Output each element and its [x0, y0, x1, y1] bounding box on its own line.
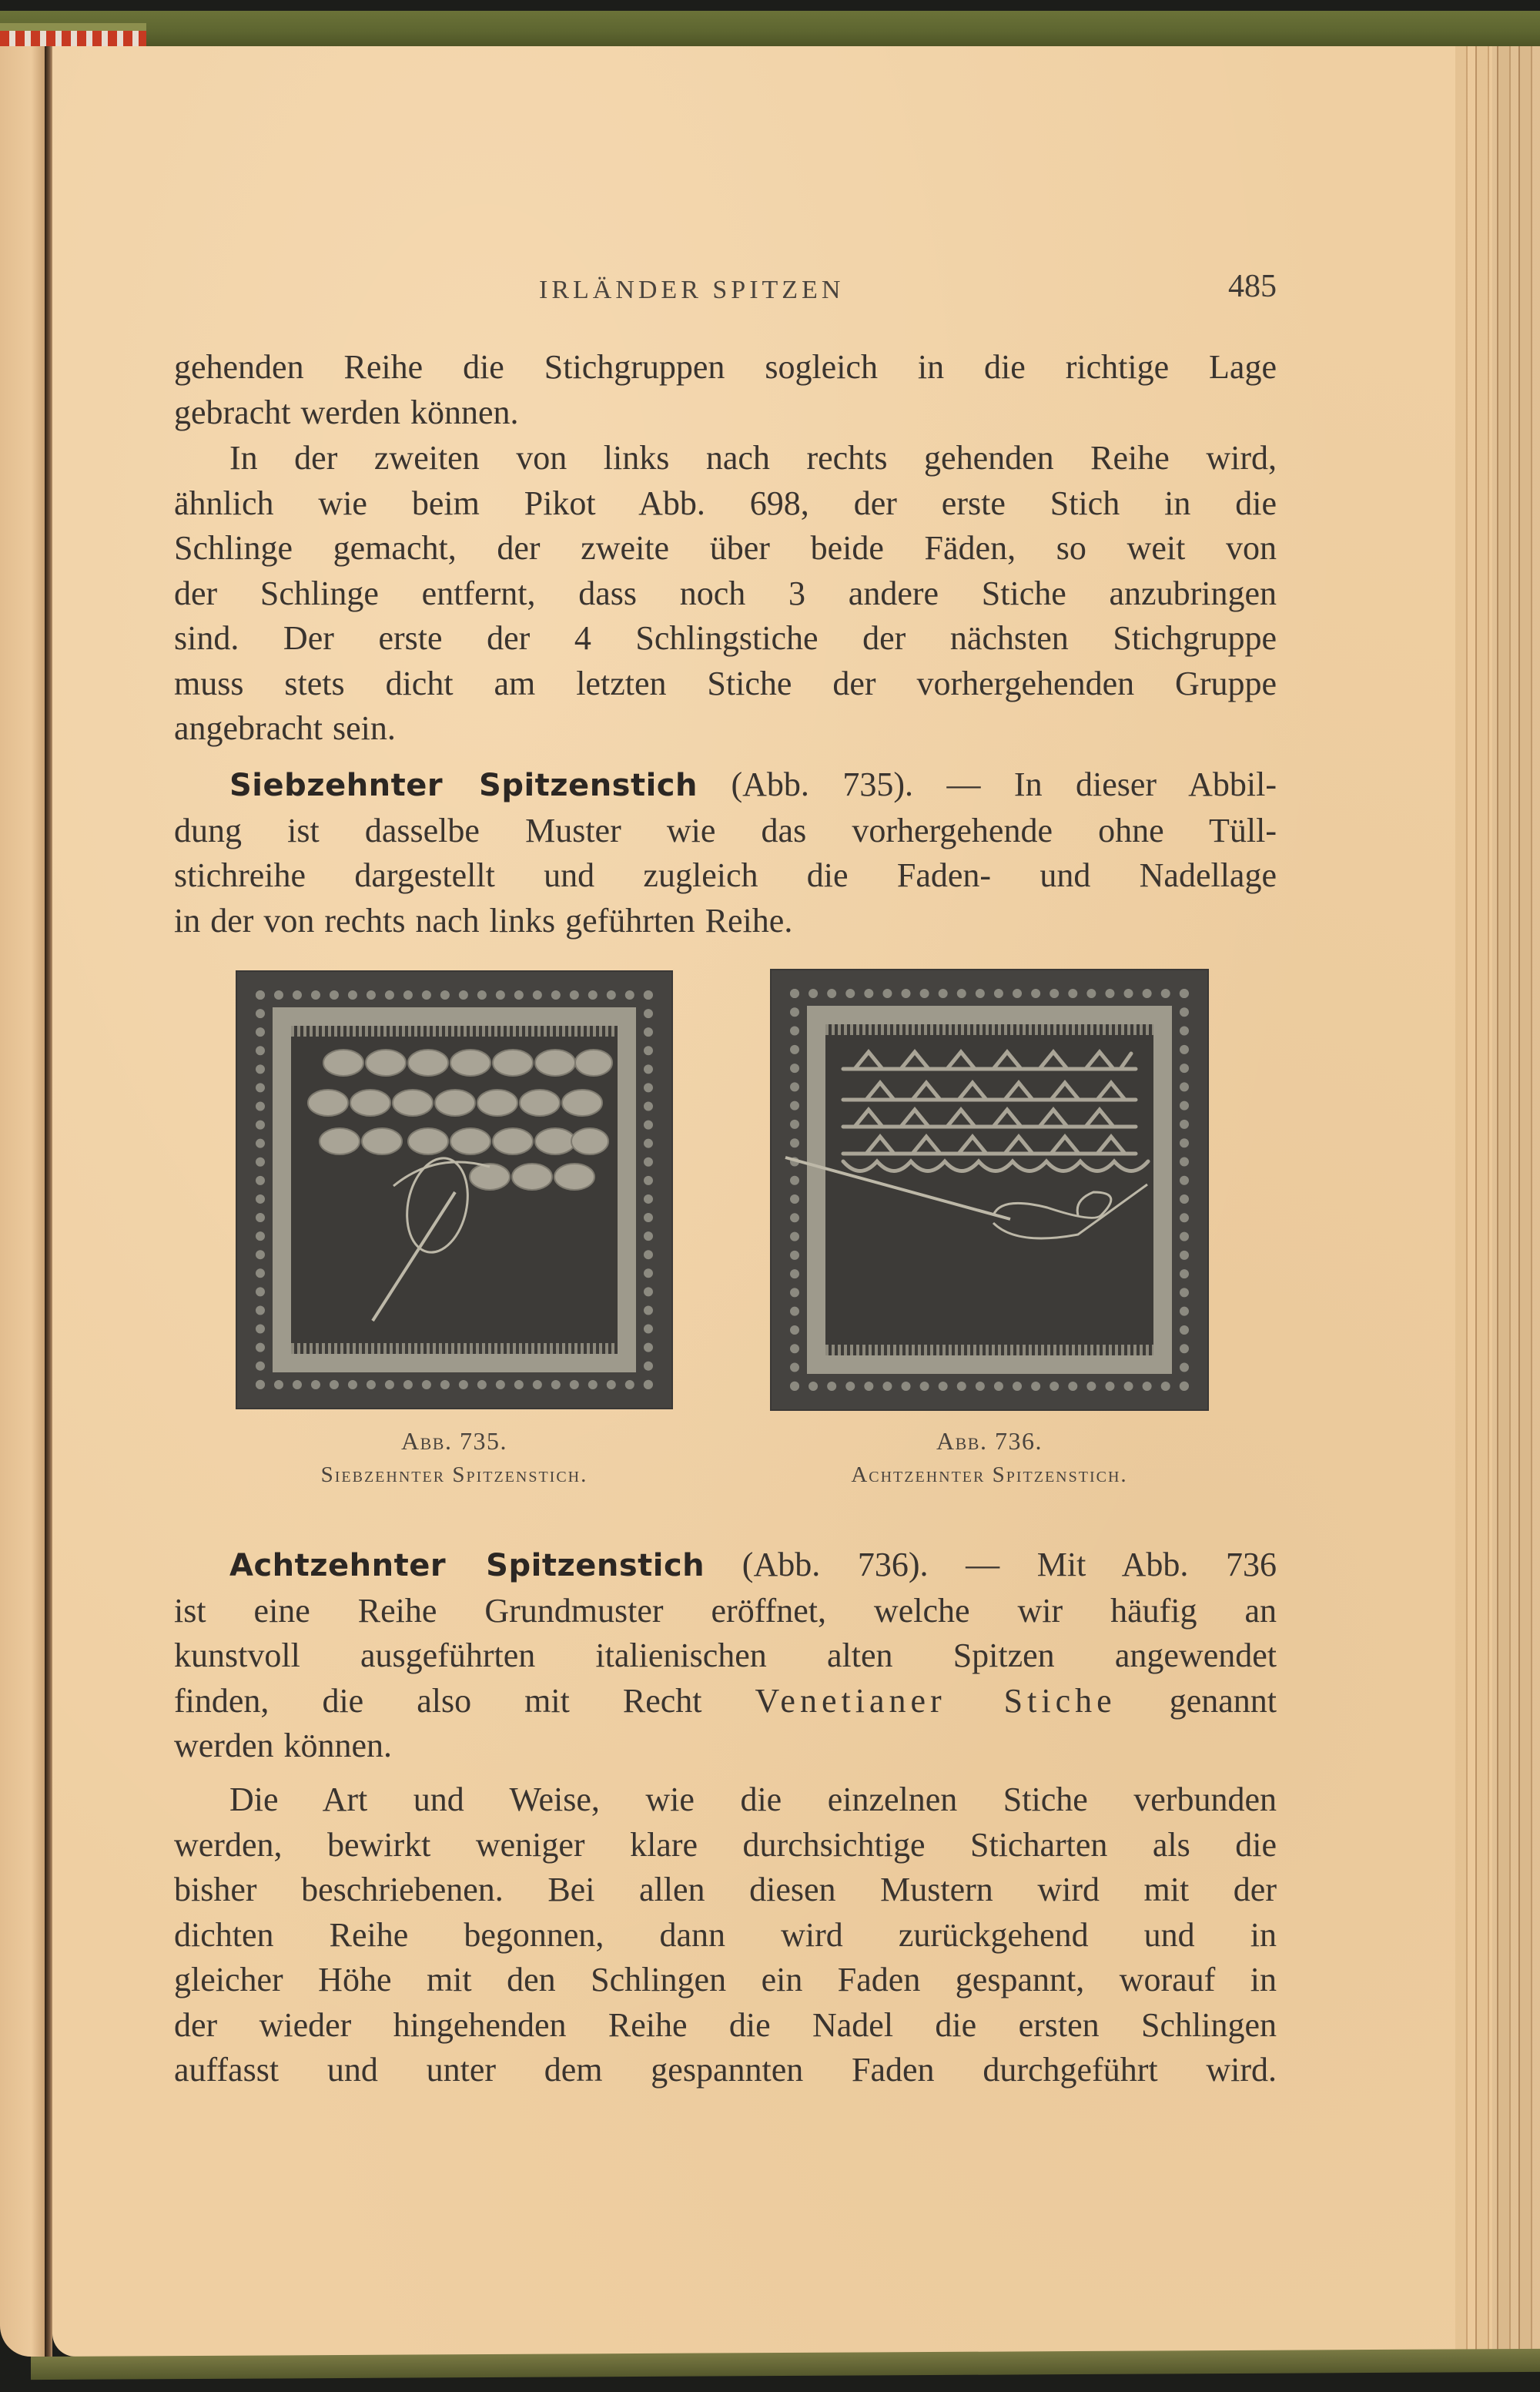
facing-page-edge	[0, 46, 45, 2357]
text-line: ist eine Reihe Grundmuster eröffnet, welche wir häufig an	[174, 1591, 1277, 1630]
text-line: auffasst und unter dem gespannten Faden durchgeführt wird.	[174, 2051, 1277, 2089]
page-fore-edges	[1455, 46, 1540, 2357]
paragraph-continuation	[174, 345, 1277, 435]
text-line: in der von rechts nach links geführten Reihe.	[174, 901, 793, 940]
book-cover-top-edge	[0, 11, 1540, 46]
text-line: sind. Der erste der 4 Schlingstiche der nächsten Stichgruppe	[174, 619, 1277, 657]
text-line: der wieder hingehenden Reihe die Nadel die ersten Schlingen	[174, 2005, 1277, 2044]
text-line: stichreihe dargestellt und zugleich die Faden- und Nadellage	[174, 856, 1277, 894]
text-line	[174, 1543, 1277, 1589]
text-line: Schlinge gemacht, der zweite über beide Fäden, so weit von	[174, 529, 1277, 567]
text-line: muss stets dicht am letzten Stiche der vorhergehenden Gruppe	[174, 664, 1277, 702]
section-heading: Achtzehnter Spitzenstich	[229, 1548, 705, 1583]
text-line: gehenden Reihe die Stichgruppen sogleich in die richtige Lage	[174, 348, 1277, 386]
emphasized-term: Venetianer Stiche	[755, 1681, 1116, 1720]
text-line: In der zweiten von links nach rechts gehenden Reihe wird,	[229, 439, 1277, 477]
text-line: gleicher Höhe mit den Schlingen ein Faden gespannt, worauf in	[174, 1961, 1277, 1998]
figure-number: Abb. 735.	[401, 1427, 507, 1455]
text-line: dung ist dasselbe Muster wie das vorhergehende ohne Tüll-	[174, 811, 1277, 849]
figure-title: Siebzehnter Spitzenstich.	[320, 1462, 588, 1487]
text-line: ähnlich wie beim Pikot Abb. 698, der erste Stich in die	[174, 484, 1277, 522]
figure-735-caption	[270, 1425, 639, 1492]
paragraph-achtzehnter	[174, 1543, 1277, 1769]
figure-number: Abb. 736.	[936, 1427, 1043, 1455]
text-line: werden können.	[174, 1727, 393, 1764]
text-run: genannt	[1116, 1681, 1277, 1720]
text-run: (Abb. 736). — Mit Abb. 736	[705, 1546, 1277, 1583]
paragraph-siebzehnter	[174, 762, 1277, 943]
text-line: der Schlinge entfernt, dass noch 3 andere Stiche anzubringen	[174, 574, 1277, 612]
text-run: (Abb. 735). — In dieser Abbil-	[698, 766, 1277, 803]
text-line: Die Art und Weise, wie die einzelnen Stiche verbunden	[229, 1781, 1277, 1818]
text-line: gebracht werden können.	[174, 393, 519, 431]
figure-736-caption	[774, 1425, 1205, 1492]
book-gutter	[45, 46, 52, 2357]
text-line	[174, 1679, 1277, 1724]
text-line: angebracht sein.	[174, 709, 396, 747]
figure-736-image	[770, 969, 1209, 1411]
paragraph-second-row	[174, 436, 1277, 752]
running-head	[174, 268, 1277, 314]
text-line: werden, bewirkt weniger klare durchsichtige Sticharten als die	[174, 1825, 1277, 1864]
lace-stitch-illustration	[236, 970, 673, 1409]
figure-735-image	[236, 970, 673, 1409]
text-line	[174, 762, 1277, 809]
paragraph-art-und-weise	[174, 1777, 1277, 2093]
section-heading: Siebzehnter Spitzenstich	[229, 768, 698, 803]
text-line: dichten Reihe begonnen, dann wird zurückgehend und in	[174, 1915, 1277, 1954]
venetian-stitch-illustration	[770, 969, 1209, 1411]
text-line: bisher beschriebenen. Bei allen diesen Mustern wird mit der	[174, 1871, 1277, 1908]
figure-title: Achtzehnter Spitzenstich.	[851, 1462, 1128, 1487]
page-number: 485	[1228, 269, 1277, 304]
text-line: kunstvoll ausgeführten italienischen alten Spitzen angewendet	[174, 1637, 1277, 1674]
text-run: finden, die also mit Recht	[174, 1681, 755, 1720]
running-title: IRLÄNDER SPITZEN	[539, 276, 845, 304]
